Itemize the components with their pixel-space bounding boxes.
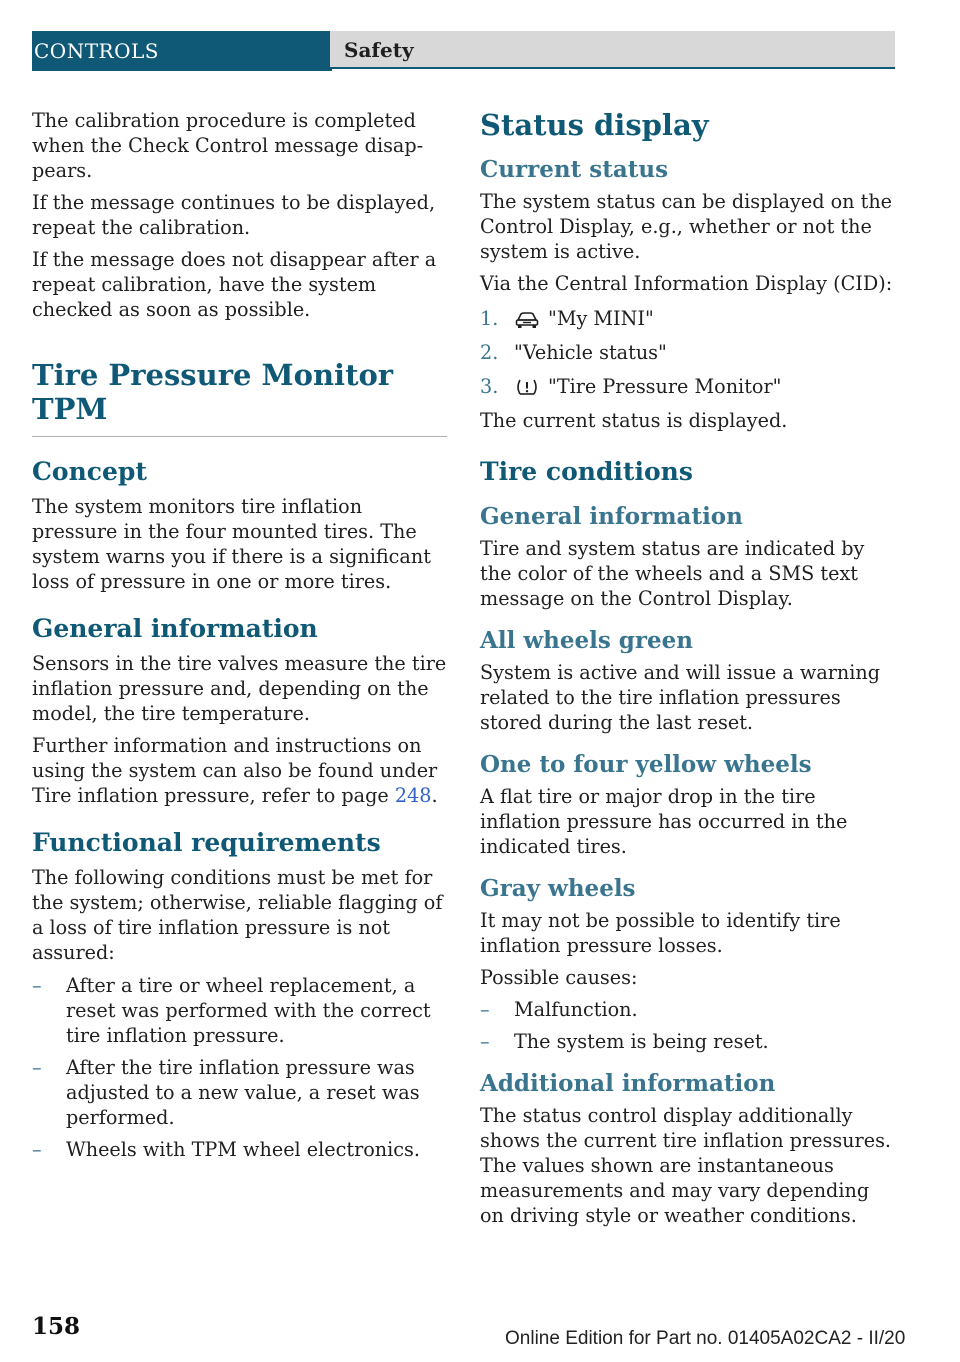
right-column [480, 108, 895, 1235]
step-number: 2. [480, 341, 499, 364]
step-label: "Tire Pressure Monitor" [548, 375, 782, 398]
step-label: "My MINI" [548, 307, 654, 330]
additional-info-text: The status control display additionally shows the current tire inflation pressures. The values shown are instantaneous measurements and may vary depending on driving style or weather conditions. [480, 1104, 892, 1227]
all-wheels-green-text: System is active and will issue a warning related to the tire inflation pressures stored during the last reset. [480, 661, 881, 734]
gray-wheels-heading: Gray wheels [480, 875, 636, 902]
step-item [480, 374, 895, 399]
tire-warning-icon [514, 377, 540, 397]
general-info-text: Tire and system status are indicated by the color of the wheels and a SMS text message on the Control Display. [480, 537, 865, 610]
left-column [32, 108, 447, 1170]
step-number: 1. [480, 307, 499, 330]
functional-requirements-heading: Functional requirements [32, 828, 381, 857]
concept-heading: Concept [32, 457, 147, 486]
dash-bullet: – [32, 974, 42, 997]
cid-text: Via the Central Information Display (CID): [480, 272, 893, 295]
step-number: 3. [480, 375, 499, 398]
steps-list [480, 306, 895, 399]
status-display-heading: Status display [480, 108, 709, 142]
intro-paragraph: If the message does not disappear after a repeat calibration, have the system checked as soon as possible. [32, 248, 437, 321]
yellow-wheels-text: A flat tire or major drop in the tire inflation pressure has occurred in the indicated tires. [480, 785, 848, 858]
page-header [32, 31, 895, 71]
current-status-text: The system status can be displayed on the Control Display, e.g., whether or not the system is active. [480, 190, 893, 263]
yellow-wheels-heading: One to four yellow wheels [480, 751, 812, 778]
gray-wheels-text: It may not be possible to identify tire inflation pressure losses. [480, 909, 841, 957]
edition-footer: Online Edition for Part no. 01405A02CA2 - II/20 [505, 1328, 906, 1349]
list-item: – After a tire or wheel replacement, a reset was performed with the correct tire inflation pressure. [32, 974, 431, 1047]
section-title: Tire Pressure Monitor TPM [32, 358, 447, 437]
all-wheels-green-heading: All wheels green [480, 627, 693, 654]
current-status-result: The current status is displayed. [480, 409, 788, 432]
further-info-text: Further information and instructions on using the system can also be found under Tire inflation pressure, refer to page 248. [32, 734, 438, 807]
functional-requirements-text: The following conditions must be met for the system; otherwise, reliable flagging of a loss of tire inflation pressure is not assured: [32, 866, 443, 964]
chapter-tab: Safety [330, 31, 895, 69]
page-reference-link[interactable]: 248 [394, 784, 432, 807]
list-item: – The system is being reset. [480, 1030, 769, 1053]
causes-list [480, 997, 895, 1054]
requirements-list [32, 973, 447, 1162]
page-number: 158 [32, 1313, 81, 1340]
current-status-heading: Current status [480, 156, 669, 183]
list-item: – Malfunction. [480, 998, 638, 1021]
general-info-heading: General information [480, 503, 743, 530]
intro-paragraph: If the message continues to be displayed, repeat the calibration. [32, 191, 436, 239]
additional-info-heading: Additional information [480, 1070, 776, 1097]
tire-conditions-heading: Tire conditions [480, 457, 693, 486]
dash-bullet: – [480, 998, 490, 1021]
list-item: – Wheels with TPM wheel electronics. [32, 1138, 420, 1161]
dash-bullet: – [32, 1056, 42, 1079]
general-info-heading: General information [32, 614, 318, 643]
list-item: – After the tire inflation pressure was adjusted to a new value, a reset was performed. [32, 1056, 420, 1129]
intro-paragraph: The calibration procedure is completed when the Check Control message disappears. [32, 109, 424, 182]
step-item [480, 306, 895, 331]
general-info-text: Sensors in the tire valves measure the tire inflation pressure and, depending on the model, the tire temperature. [32, 652, 447, 725]
dash-bullet: – [480, 1030, 490, 1053]
dash-bullet: – [32, 1138, 42, 1161]
step-label: "Vehicle status" [514, 341, 667, 364]
car-icon [514, 309, 540, 329]
possible-causes-text: Possible causes: [480, 966, 638, 989]
section-tab: CONTROLS [32, 31, 332, 71]
concept-text: The system monitors tire inflation pressure in the four mounted tires. The system warns you if there is a significant loss of pressure in one or more tires. [32, 495, 431, 593]
step-item [480, 340, 895, 365]
